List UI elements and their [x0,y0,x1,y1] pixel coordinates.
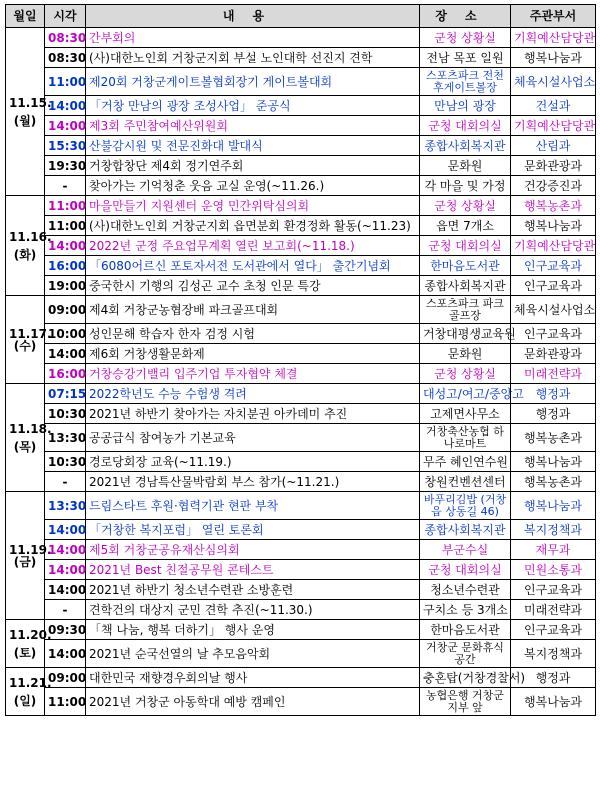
time-cell: 08:30 [45,28,86,48]
time-cell: - [45,600,86,620]
time-cell: 10:00 [45,324,86,344]
place-cell [420,424,511,452]
place-cell: 충혼탑(거창경찰서) [420,668,511,688]
time-cell: 19:30 [45,156,86,176]
table-row [6,640,596,668]
place-cell: 군청 대회의실 [420,116,511,136]
table-row [6,452,596,472]
place-cell: 창원컨벤션센터 [420,472,511,492]
place-cell [420,68,511,96]
place-text: 스포츠파크 파크골프장 [426,296,504,322]
dept-cell: 기획예산담당관 [511,28,596,48]
table-row [6,296,596,324]
table-row [6,68,596,96]
place-cell [420,492,511,520]
place-cell: 군청 상황실 [420,28,511,48]
time-cell: 09:00 [45,296,86,324]
dept-cell: 체육시설사업소 [511,296,596,324]
dept-cell: 인구교육과 [511,580,596,600]
header-content: 내용 [86,5,420,28]
dept-cell: 재무과 [511,540,596,560]
place-cell: 전남 목포 일원 [420,48,511,68]
dept-cell: 행복나눔과 [511,48,596,68]
table-row [6,384,596,404]
place-cell: 군청 대회의실 [420,236,511,256]
time-cell: 14:00 [45,520,86,540]
dept-cell: 문화관광과 [511,344,596,364]
content-cell: 거창승강기밸리 입주기업 투자협약 체결 [86,364,420,384]
table-row [6,28,596,48]
place-cell [420,296,511,324]
header-row [6,5,596,28]
day-cell: 11.20. (토) [6,620,45,668]
content-cell: 제6회 거창생활문화제 [86,344,420,364]
time-cell: 14:00 [45,640,86,668]
content-cell: 마을만들기 지원센터 운영 민간위탁심의회 [86,196,420,216]
table-row [6,324,596,344]
time-cell: 11:00 [45,216,86,236]
table-row [6,256,596,276]
table-row [6,276,596,296]
table-row [6,492,596,520]
content-cell: 2021년 경남특산물박람회 부스 참가(~11.21.) [86,472,420,492]
content-cell: 2021년 Best 친절공무원 콘테스트 [86,560,420,580]
dept-cell: 행복농촌과 [511,196,596,216]
table-row [6,156,596,176]
content-cell: 2022년 군정 주요업무계획 열린 보고회(~11.18.) [86,236,420,256]
dept-cell: 인구교육과 [511,324,596,344]
content-cell: 산불감시원 및 전문진화대 발대식 [86,136,420,156]
table-row [6,116,596,136]
place-cell: 군청 상황실 [420,196,511,216]
content-cell: 2022학년도 수능 수험생 격려 [86,384,420,404]
header-dept: 주관부서 [511,5,596,28]
dept-cell: 복지정책과 [511,520,596,540]
place-cell [420,640,511,668]
place-cell: 읍면 7개소 [420,216,511,236]
day-cell: 11.21. (일) [6,668,45,716]
place-cell: 한마음도서관 [420,620,511,640]
dept-cell: 건강증진과 [511,176,596,196]
content-cell: 「거창한 복지포럼」 열린 토론회 [86,520,420,540]
time-cell: 14:00 [45,236,86,256]
dept-cell: 문화관광과 [511,156,596,176]
table-row [6,216,596,236]
content-cell: 제3회 주민참여예산위원회 [86,116,420,136]
content-cell: 「거창 만남의 광장 조성사업」 준공식 [86,96,420,116]
day-cell: 11.17. (수) [6,296,45,384]
day-cell: 11.16. (화) [6,196,45,296]
content-cell: 「6080어르신 포토자서전 도서관에서 열다」 출간기념회 [86,256,420,276]
table-row [6,404,596,424]
table-row [6,236,596,256]
table-row [6,668,596,688]
time-cell: 14:00 [45,116,86,136]
time-cell: 14:00 [45,560,86,580]
dept-cell: 인구교육과 [511,620,596,640]
dept-cell: 복지정책과 [511,640,596,668]
table-row [6,424,596,452]
time-cell: 15:30 [45,136,86,156]
content-cell: 성인문해 학습자 한자 검정 시험 [86,324,420,344]
place-cell: 한마음도서관 [420,256,511,276]
dept-cell: 행복나눔과 [511,688,596,716]
place-cell: 종합사회복지관 [420,276,511,296]
header-time: 시각 [45,5,86,28]
time-cell: 10:30 [45,452,86,472]
table-row [6,96,596,116]
dept-cell: 민원소통과 [511,560,596,580]
day-cell: 11.19. (금) [6,492,45,620]
dept-cell: 행복농촌과 [511,472,596,492]
place-cell: 고제면사무소 [420,404,511,424]
place-cell: 종합사회복지관 [420,520,511,540]
dept-cell: 행정과 [511,668,596,688]
content-cell: 간부회의 [86,28,420,48]
table-row [6,48,596,68]
content-cell: 거창합창단 제4회 정기연주회 [86,156,420,176]
day-cell: 11.15. (월) [6,28,45,196]
place-cell: 청소년수련관 [420,580,511,600]
content-cell: 제5회 거창군공유재산심의회 [86,540,420,560]
dept-cell: 기획예산담당관 [511,236,596,256]
dept-cell: 미래전략과 [511,364,596,384]
table-row [6,620,596,640]
content-cell: 2021년 순국선열의 날 추모음악회 [86,640,420,668]
dept-cell: 행정과 [511,384,596,404]
time-cell: 14:00 [45,580,86,600]
time-cell: 14:00 [45,540,86,560]
dept-cell: 행복농촌과 [511,424,596,452]
place-cell: 각 마을 및 가정 [420,176,511,196]
time-cell: 10:30 [45,404,86,424]
content-cell: 제4회 거창군농협장배 파크골프대회 [86,296,420,324]
table-row [6,688,596,716]
table-row [6,176,596,196]
content-cell: 제20회 거창군게이트볼협회장기 게이트볼대회 [86,68,420,96]
dept-cell: 행정과 [511,404,596,424]
place-text: 농협은행 거창군지부 앞 [426,688,504,714]
dept-cell: 인구교육과 [511,276,596,296]
dept-cell: 기획예산담당관 [511,116,596,136]
table-row [6,540,596,560]
table-row [6,344,596,364]
dept-cell: 행복나눔과 [511,492,596,520]
time-cell: 11:00 [45,68,86,96]
time-cell: 08:30 [45,48,86,68]
time-cell: 16:00 [45,256,86,276]
table-row [6,520,596,540]
time-cell: 09:30 [45,620,86,640]
time-cell: 09:00 [45,668,86,688]
table-row [6,580,596,600]
table-row [6,472,596,492]
place-cell: 군청 대회의실 [420,560,511,580]
place-cell: 부군수실 [420,540,511,560]
time-cell: - [45,176,86,196]
table-row [6,364,596,384]
content-cell: 2021년 하반기 청소년수련관 소방훈련 [86,580,420,600]
content-cell: 2021년 하반기 찾아가는 자치분권 아카데미 추진 [86,404,420,424]
place-cell: 문화원 [420,344,511,364]
content-cell: 「책 나눔, 행복 더하기」 행사 운영 [86,620,420,640]
dept-cell: 인구교육과 [511,256,596,276]
time-cell: 14:00 [45,96,86,116]
place-cell: 군청 상황실 [420,364,511,384]
place-text: 거창축산농협 하나로마트 [426,424,504,450]
table-row [6,136,596,156]
time-cell: - [45,472,86,492]
place-cell: 무주 혜인연수원 [420,452,511,472]
time-cell: 19:00 [45,276,86,296]
time-cell: 11:00 [45,196,86,216]
time-cell: 14:00 [45,344,86,364]
place-text: 거창군 문화휴식공간 [426,640,504,666]
place-cell: 구치소 등 3개소 [420,600,511,620]
schedule-table [5,4,596,716]
schedule-body [6,28,596,716]
header-place: 장소 [420,5,511,28]
dept-cell: 건설과 [511,96,596,116]
header-day: 월일 [6,5,45,28]
place-text: 스포츠파크 전천후게이트볼장 [426,68,504,94]
content-cell: 경로당회장 교육(~11.19.) [86,452,420,472]
content-cell: (사)대한노인회 거창군지회 부설 노인대학 선진지 견학 [86,48,420,68]
table-row [6,600,596,620]
place-text: 바푸리김밥 (거창읍 상동길 46) [423,492,507,518]
content-cell: 드림스타트 후원·협력기관 현판 부착 [86,492,420,520]
time-cell: 13:30 [45,492,86,520]
content-cell: 공공급식 참여농가 기본교육 [86,424,420,452]
content-cell: 견학건의 대상지 군민 견학 추진(~11.30.) [86,600,420,620]
place-cell: 만남의 광장 [420,96,511,116]
place-cell: 종합사회복지관 [420,136,511,156]
place-cell: 거창대평생교육원 [420,324,511,344]
time-cell: 13:30 [45,424,86,452]
content-cell: 2021년 거창군 아동학대 예방 캠페인 [86,688,420,716]
place-cell: 문화원 [420,156,511,176]
dept-cell: 행복나눔과 [511,452,596,472]
content-cell: 대한민국 재향경우회의날 행사 [86,668,420,688]
table-row [6,196,596,216]
dept-cell: 미래전략과 [511,600,596,620]
place-cell: 대성고/여고/중앙고 [420,384,511,404]
time-cell: 16:00 [45,364,86,384]
schedule-page [5,4,595,716]
day-cell: 11.18. (목) [6,384,45,492]
table-row [6,560,596,580]
dept-cell: 산림과 [511,136,596,156]
content-cell: 찾아가는 기억청춘 웃음 교실 운영(~11.26.) [86,176,420,196]
content-cell: (사)대한노인회 거창군지회 읍면분회 환경정화 활동(~11.23) [86,216,420,236]
place-cell [420,688,511,716]
time-cell: 11:00 [45,688,86,716]
content-cell: 중국한시 기행의 김성곤 교수 초청 인문 특강 [86,276,420,296]
dept-cell: 체육시설사업소 [511,68,596,96]
dept-cell: 행복나눔과 [511,216,596,236]
time-cell: 07:15 [45,384,86,404]
